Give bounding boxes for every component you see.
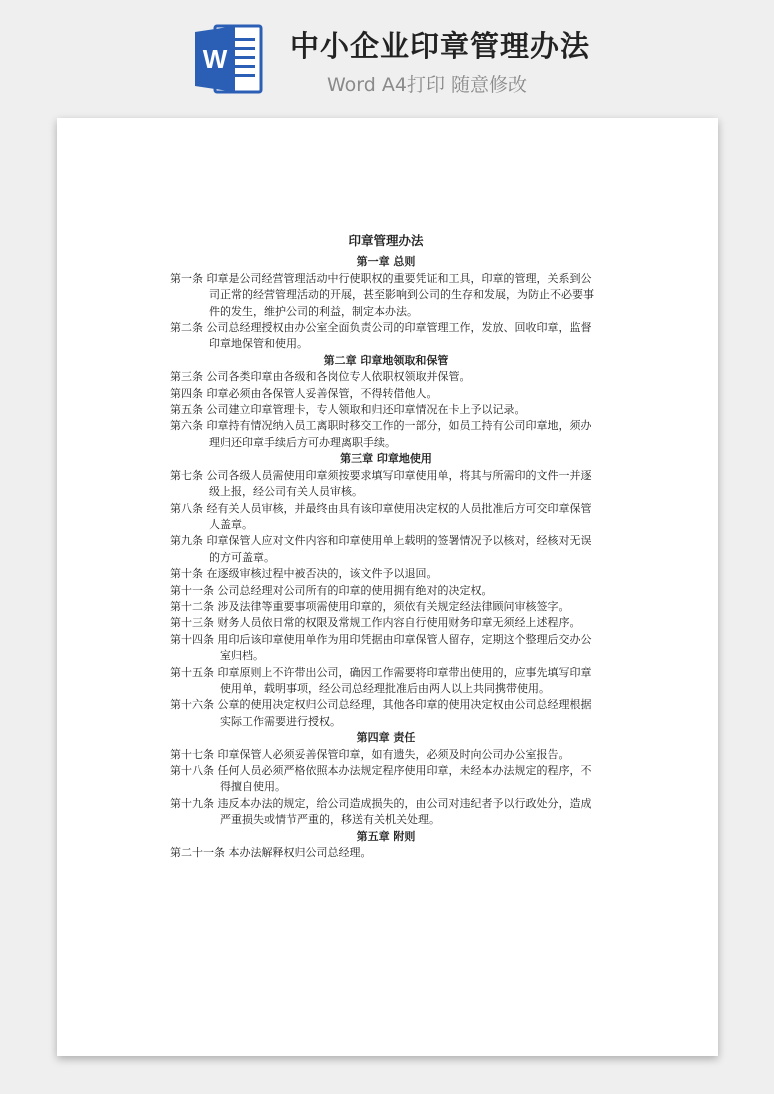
- article-text: 印章原则上不许带出公司，确因工作需要将印章带出使用的，应事先填写印章使用单，载明事项，经公司总经理批准后由两人以上共同携带使用。: [217, 665, 592, 695]
- article: [170, 501, 602, 534]
- article: [170, 632, 602, 665]
- article-number: 第十七条: [170, 747, 214, 761]
- document-body: [170, 233, 602, 861]
- article-text: 财务人员依日常的权限及常规工作内容自行使用财务印章无须经上述程序。: [217, 616, 581, 630]
- article-number: 第二十一条: [170, 846, 225, 860]
- article-text: 涉及法律等重要事项需使用印章的，须依有关规定经法律顾问审核签字。: [217, 599, 570, 613]
- article-text: 公司总经理授权由办公室全面负责公司的印章管理工作，发放、回收印章，监督印章地保管和使用。: [206, 321, 592, 351]
- article-text: 印章保管人应对文件内容和印章使用单上载明的签署情况予以核对，经核对无误的方可盖章。: [206, 534, 592, 564]
- article-number: 第十条: [170, 567, 203, 581]
- article-number: 第九条: [170, 534, 203, 548]
- article-number: 第三条: [170, 370, 203, 384]
- article: [170, 763, 602, 796]
- article: [170, 665, 602, 698]
- article-number: 第十八条: [170, 764, 214, 777]
- article-text: 印章必须由各保管人妥善保管，不得转借他人。: [206, 386, 438, 400]
- article-number: 第二条: [170, 321, 203, 335]
- article: [170, 320, 602, 353]
- article: [170, 599, 602, 615]
- chapter-heading: 第三章 印章地使用: [340, 452, 432, 466]
- article-text: 在逐级审核过程中被否决的，该文件予以退回。: [206, 567, 438, 581]
- document-page: [57, 118, 718, 1056]
- article-text: 违反本办法的规定，给公司造成损失的，由公司对违纪者予以行政处分，造成严重损失或情节严重的，移送有关机关处理。: [217, 796, 592, 827]
- article: [170, 271, 602, 320]
- article-text: 公司建立印章管理卡，专人领取和归还印章情况在卡上予以记录。: [206, 403, 526, 417]
- article: [170, 533, 602, 566]
- article-number: 第十二条: [170, 599, 214, 613]
- article-number: 第五条: [170, 403, 203, 417]
- banner-title: 中小企业印章管理办法: [290, 29, 591, 63]
- article: [170, 369, 602, 385]
- article-text: 公章的使用决定权归公司总经理，其他各印章的使用决定权由公司总经理根据实际工作需要进行授权。: [217, 698, 592, 728]
- article: [170, 796, 602, 829]
- article-number: 第十九条: [170, 796, 214, 810]
- header-banner: [0, 0, 774, 118]
- chapter-heading: 第一章 总则: [356, 255, 416, 269]
- article: [170, 468, 602, 501]
- chapter-heading: 第二章 印章地领取和保管: [323, 353, 449, 367]
- article: [170, 697, 602, 730]
- article-number: 第六条: [170, 419, 203, 433]
- document-title: 印章管理办法: [348, 233, 424, 248]
- article: [170, 386, 602, 402]
- article: [170, 402, 602, 418]
- article: [170, 583, 602, 599]
- article-number: 第七条: [170, 468, 203, 482]
- article: [170, 566, 602, 582]
- chapter-heading: 第四章 责任: [356, 731, 416, 745]
- article-text: 经有关人员审核，并最终由具有该印章使用决定权的人员批准后方可交印章保管人盖章。: [206, 501, 592, 531]
- word-doc-icon: [193, 22, 265, 96]
- article-number: 第十一条: [170, 583, 214, 597]
- article-text: 公司各级人员需使用印章须按要求填写印章使用单，将其与所需印的文件一并逐级上报，经公司有关人员审核。: [206, 468, 592, 499]
- article-number: 第十四条: [170, 632, 214, 646]
- article-number: 第十三条: [170, 616, 214, 630]
- article: [170, 747, 602, 763]
- article-text: 印章持有情况纳入员工离职时移交工作的一部分，如员工持有公司印章地，须办理归还印章手续后方可办理离职手续。: [206, 419, 592, 449]
- article: [170, 615, 602, 631]
- article-text: 本办法解释权归公司总经理。: [228, 846, 372, 860]
- article-text: 印章是公司经营管理活动中行使职权的重要凭证和工具，印章的管理，关系到公司正常的经营管理活动的开展，甚至影响到公司的生存和发展，为防止不必要事件的发生，维护公司的利益，制定本办法。: [206, 271, 594, 318]
- article-text: 用印后该印章使用单作为用印凭据由印章保管人留存，定期这个整理后交办公室归档。: [217, 632, 592, 663]
- svg-text:W: W: [202, 44, 228, 74]
- article-text: 任何人员必须严格依照本办法规定程序使用印章，未经本办法规定的程序，不得擅自使用。: [217, 764, 592, 794]
- article-number: 第八条: [170, 501, 203, 515]
- article: [170, 418, 602, 451]
- article-text: 公司总经理对公司所有的印章的使用拥有绝对的决定权。: [217, 583, 493, 597]
- banner-subtitle: Word A4打印 随意修改: [327, 74, 528, 96]
- article-text: 印章保管人必须妥善保管印章，如有遗失，必须及时向公司办公室报告。: [217, 747, 570, 761]
- article-text: 公司各类印章由各级和各岗位专人依职权领取并保管。: [206, 370, 471, 384]
- article-number: 第十五条: [170, 665, 214, 679]
- chapter-heading: 第五章 附则: [356, 829, 416, 843]
- article-number: 第四条: [170, 386, 203, 400]
- article-number: 第十六条: [170, 698, 214, 712]
- article: [170, 845, 602, 861]
- article-number: 第一条: [170, 271, 203, 285]
